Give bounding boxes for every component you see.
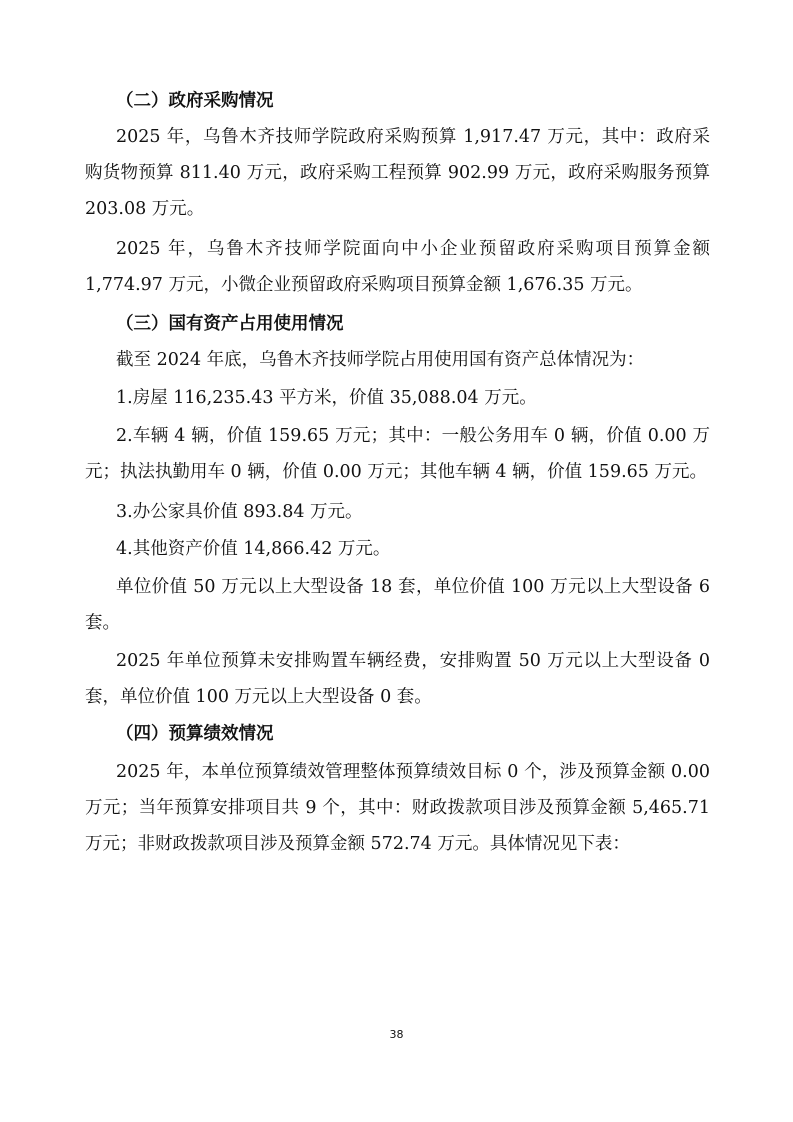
text-line: 万元；当年预算安排项目共 9 个，其中：财政拨款项目涉及预算金额 5,465.71 (85, 798, 710, 818)
page-number: 38 (389, 1028, 404, 1041)
paragraph-assets-vehicles (85, 418, 710, 490)
text-line: 4.其他资产价值 14,866.42 万元。 (116, 539, 391, 559)
text-line: 万元；非财政拨款项目涉及预算金额 572.74 万元。具体情况见下表： (85, 834, 630, 854)
text-line: 2025 年，本单位预算绩效管理整体预算绩效目标 0 个，涉及预算金额 0.00 (116, 762, 710, 782)
text-line: 购货物预算 811.40 万元，政府采购工程预算 902.99 万元，政府采购服务预算 (85, 163, 710, 183)
text-line: 套。 (85, 613, 120, 633)
paragraph-purchase-plan (85, 643, 710, 715)
section-heading-performance: （四）预算绩效情况 (116, 724, 274, 744)
paragraph-assets-buildings (85, 380, 710, 416)
text-line: 2025 年单位预算未安排购置车辆经费，安排购置 50 万元以上大型设备 0 (116, 651, 710, 671)
paragraph-assets-furniture (85, 494, 710, 530)
text-line: 套，单位价值 100 万元以上大型设备 0 套。 (85, 687, 432, 707)
text-line: 203.08 万元。 (85, 199, 205, 219)
paragraph-sme-reserved (85, 231, 710, 303)
paragraph-procurement-budget (85, 119, 710, 227)
paragraph-assets-intro (85, 342, 710, 378)
section-heading-state-assets: （三）国有资产占用使用情况 (116, 314, 344, 334)
text-line: 元；执法执勤用车 0 辆，价值 0.00 万元；其他车辆 4 辆，价值 159.65 万元。 (85, 462, 707, 482)
text-line: 1.房屋 116,235.43 平方米，价值 35,088.04 万元。 (116, 388, 537, 408)
text-line: 3.办公家具价值 893.84 万元。 (116, 502, 363, 522)
text-line: 2025 年，乌鲁木齐技师学院政府采购预算 1,917.47 万元，其中：政府采 (116, 127, 710, 147)
text-line: 1,774.97 万元，小微企业预留政府采购项目预算金额 1,676.35 万元。 (85, 275, 643, 295)
paragraph-assets-other (85, 531, 710, 567)
text-line: 2025 年，乌鲁木齐技师学院面向中小企业预留政府采购项目预算金额 (116, 239, 710, 259)
text-line: 截至 2024 年底，乌鲁木齐技师学院占用使用国有资产总体情况为： (116, 350, 645, 370)
paragraph-large-equipment (85, 569, 710, 641)
section-heading-procurement: （二）政府采购情况 (116, 91, 274, 111)
text-line: 单位价值 50 万元以上大型设备 18 套，单位价值 100 万元以上大型设备 6 (116, 577, 710, 597)
paragraph-performance (85, 754, 710, 862)
text-line: 2.车辆 4 辆，价值 159.65 万元；其中：一般公务用车 0 辆，价值 0.00 万 (116, 426, 710, 446)
